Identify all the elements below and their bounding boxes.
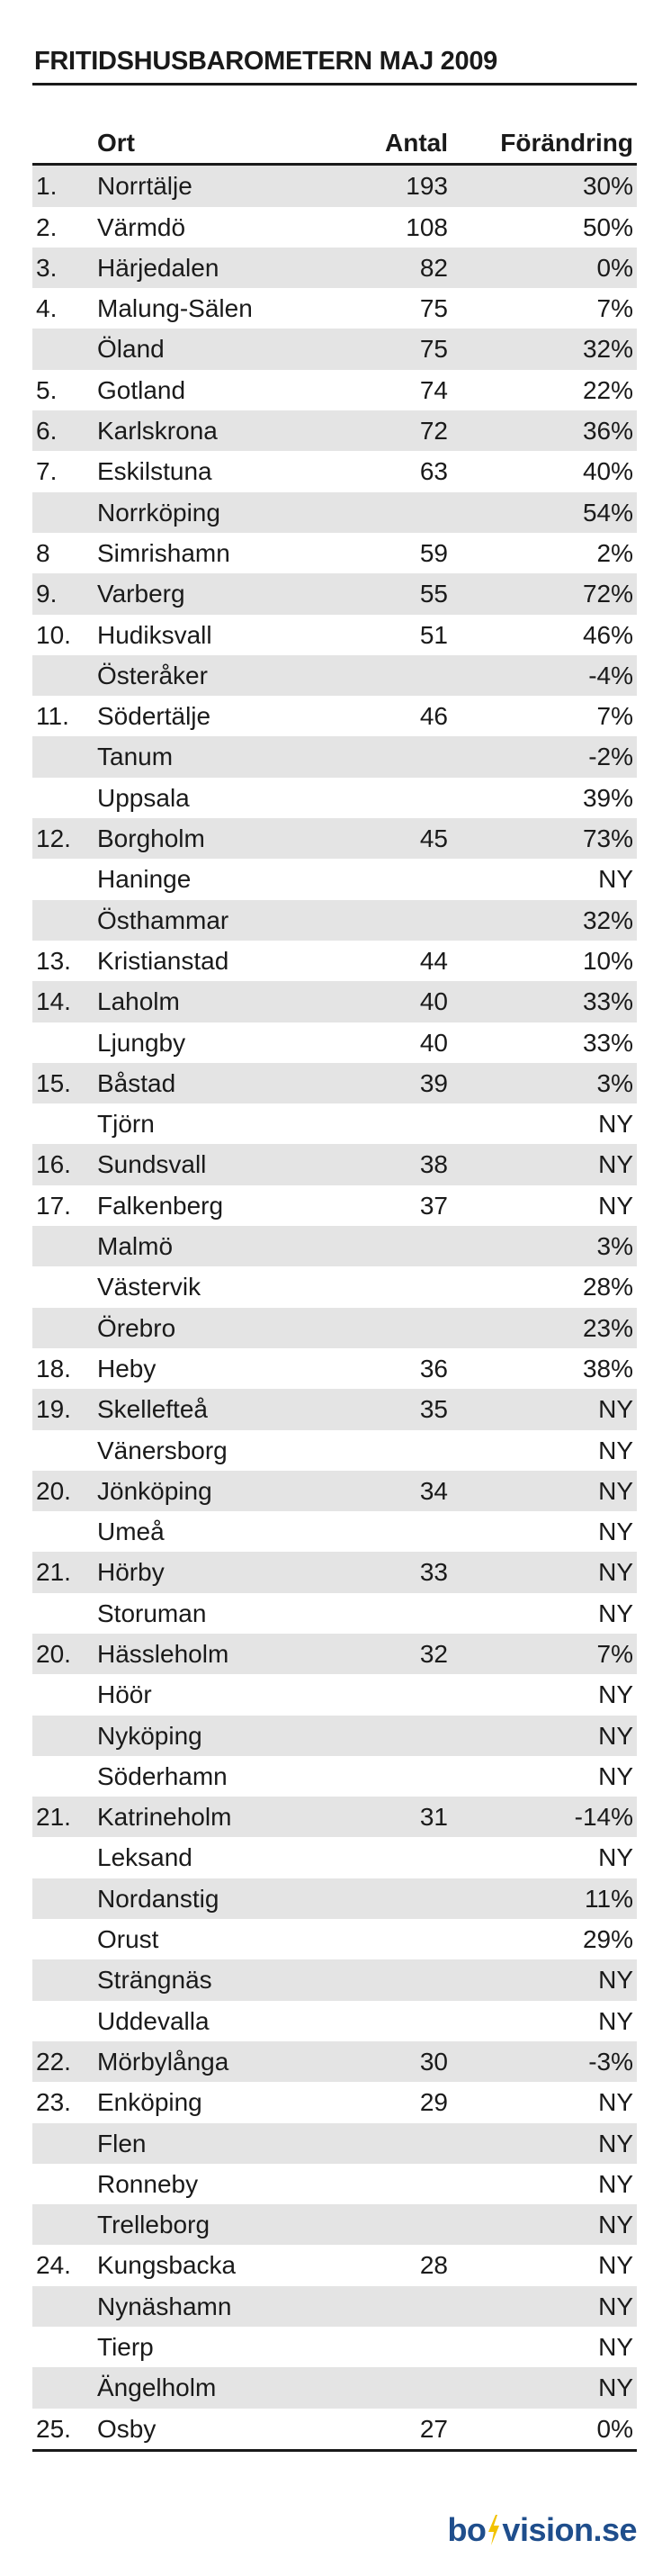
rank-cell: 23. [36,2088,71,2117]
change-cell: 28% [582,1273,633,1302]
change-cell: -4% [588,661,633,689]
table-row [32,1430,637,1471]
lightning-icon [487,2515,501,2545]
antal-cell: 36 [419,1354,448,1383]
table-row [32,981,637,1022]
rank-cell: 2. [36,212,58,241]
table-row [32,1511,637,1552]
change-cell: NY [598,1843,633,1872]
table-row [32,655,637,696]
ort-cell: Ängelholm [97,2373,217,2402]
change-cell: NY [598,1191,633,1220]
ort-cell: Skellefteå [97,1395,208,1424]
ort-cell: Vänersborg [97,1436,228,1464]
change-cell: NY [598,2006,633,2035]
change-cell: 72% [582,580,633,608]
change-cell: NY [598,1761,633,1790]
page-title: FRITIDSHUSBAROMETERN MAJ 2009 [34,47,497,76]
ort-cell: Nyköping [97,1721,202,1750]
ort-cell: Borgholm [97,824,205,853]
table-row [32,1593,637,1634]
antal-cell: 31 [419,1803,448,1832]
change-cell: 73% [582,824,633,853]
change-cell: NY [598,2211,633,2239]
change-cell: NY [598,2169,633,2198]
antal-cell: 34 [419,1476,448,1505]
table-row [32,859,637,899]
change-cell: 22% [582,375,633,404]
table-body [32,166,637,2449]
change-cell: 40% [582,457,633,486]
table-row [32,166,637,206]
antal-cell: 30 [419,2047,448,2076]
ort-cell: Värmdö [97,212,186,241]
table-row [32,1389,637,1429]
antal-cell: 39 [419,1068,448,1097]
ort-cell: Haninge [97,865,192,894]
ort-cell: Simrishamn [97,538,230,567]
ort-cell: Enköping [97,2088,202,2117]
table-row [32,2204,637,2245]
antal-cell: 37 [419,1191,448,1220]
ort-cell: Jönköping [97,1476,212,1505]
table-row [32,2164,637,2204]
ort-cell: Strängnäs [97,1966,212,1995]
change-cell: 33% [582,987,633,1016]
rank-cell: 21. [36,1558,71,1587]
change-cell: 39% [582,783,633,812]
ort-cell: Kristianstad [97,946,229,975]
rank-cell: 17. [36,1191,71,1220]
table-bottom-divider [32,2449,637,2452]
table-row [32,329,637,369]
ort-cell: Gotland [97,375,186,404]
change-cell: NY [598,1395,633,1424]
rank-cell: 10. [36,620,71,649]
rank-cell: 18. [36,1354,71,1383]
table-row [32,492,637,533]
change-cell: 0% [596,253,633,282]
rank-cell: 7. [36,457,58,486]
table-row [32,248,637,288]
table-row [32,900,637,941]
ort-cell: Uppsala [97,783,190,812]
change-cell: 7% [596,702,633,731]
change-cell: -14% [574,1803,633,1832]
ort-cell: Malung-Sälen [97,294,253,323]
change-cell: NY [598,1150,633,1179]
ort-cell: Ljungby [97,1028,186,1057]
ort-cell: Tanum [97,743,174,771]
antal-cell: 40 [419,1028,448,1057]
change-cell: NY [598,865,633,894]
rank-cell: 3. [36,253,58,282]
rank-cell: 4. [36,294,58,323]
table-row [32,1919,637,1959]
ort-cell: Hörby [97,1558,165,1587]
ort-cell: Falkenberg [97,1191,224,1220]
table-row [32,941,637,981]
change-cell: NY [598,1476,633,1505]
change-cell: 30% [582,172,633,201]
column-header-change: Förändring [500,129,633,157]
change-cell: 2% [596,538,633,567]
change-cell: 32% [582,905,633,934]
change-cell: -3% [588,2047,633,2076]
rank-cell: 8 [36,538,50,567]
change-cell: NY [598,1518,633,1546]
antal-cell: 82 [419,253,448,282]
table-row [32,615,637,655]
table-row [32,1634,637,1674]
table-row [32,1348,637,1389]
change-cell: NY [598,2333,633,2362]
table-row [32,2041,637,2082]
change-cell: 11% [585,1884,633,1913]
ort-cell: Eskilstuna [97,457,212,486]
change-cell: 7% [596,294,633,323]
ort-cell: Östhammar [97,905,229,934]
ort-cell: Västervik [97,1273,201,1302]
change-cell: 38% [582,1354,633,1383]
rank-cell: 11. [36,702,69,731]
ort-cell: Laholm [97,987,180,1016]
table-row [32,1797,637,1837]
table-row [32,1063,637,1103]
table-row [32,533,637,573]
ort-cell: Flen [97,2129,147,2157]
change-cell: 46% [582,620,633,649]
table-row [32,1959,637,2000]
rank-cell: 9. [36,580,58,608]
table-row [32,696,637,736]
table-row [32,573,637,614]
antal-cell: 75 [419,335,448,364]
change-cell: 29% [582,1925,633,1954]
table-row [32,2245,637,2285]
change-cell: 36% [582,417,633,446]
ort-cell: Söderhamn [97,1761,228,1790]
table-row [32,2001,637,2041]
logo-text-vision: vision.se [502,2511,637,2548]
table-row [32,2123,637,2164]
change-cell: NY [598,1966,633,1995]
rank-cell: 22. [36,2047,71,2076]
ort-cell: Osby [97,2414,157,2443]
ort-cell: Uddevalla [97,2006,210,2035]
ort-cell: Norrtälje [97,172,192,201]
table-row [32,1022,637,1063]
ort-cell: Orust [97,1925,159,1954]
change-cell: 23% [582,1313,633,1342]
table-row [32,1103,637,1144]
rank-cell: 16. [36,1150,71,1179]
ort-cell: Kungsbacka [97,2251,237,2280]
table-header-row [32,122,637,163]
table-row [32,410,637,451]
table-row [32,1552,637,1592]
change-cell: 3% [596,1232,633,1261]
table-row [32,1716,637,1756]
antal-cell: 27 [419,2414,448,2443]
antal-cell: 108 [406,212,448,241]
title-divider [32,83,637,86]
table-row [32,778,637,818]
change-cell: -2% [588,743,633,771]
table-row [32,451,637,491]
ort-cell: Mörbylånga [97,2047,229,2076]
table-row [32,1144,637,1184]
table-row [32,1837,637,1878]
ort-cell: Österåker [97,661,208,689]
ort-cell: Karlskrona [97,417,218,446]
change-cell: 10% [582,946,633,975]
ranking-table [32,122,637,2452]
table-row [32,1471,637,1511]
change-cell: 0% [596,2414,633,2443]
ort-cell: Sundsvall [97,1150,207,1179]
change-cell: 54% [582,498,633,527]
antal-cell: 38 [419,1150,448,1179]
change-cell: NY [598,2088,633,2117]
antal-cell: 63 [419,457,448,486]
antal-cell: 28 [419,2251,448,2280]
rank-cell: 24. [36,2251,71,2280]
change-cell: 3% [596,1068,633,1097]
ort-cell: Hässleholm [97,1639,229,1668]
antal-cell: 46 [419,702,448,731]
ort-cell: Storuman [97,1599,207,1627]
ort-cell: Malmö [97,1232,174,1261]
ort-cell: Leksand [97,1843,192,1872]
table-row [32,736,637,777]
table-row [32,207,637,248]
antal-cell: 59 [419,538,448,567]
ort-cell: Höör [97,1680,152,1709]
antal-cell: 44 [419,946,448,975]
ort-cell: Umeå [97,1518,165,1546]
change-cell: NY [598,1558,633,1587]
antal-cell: 193 [406,172,448,201]
rank-cell: 21. [36,1803,71,1832]
table-row [32,2367,637,2408]
antal-cell: 72 [419,417,448,446]
table-row [32,2409,637,2449]
ort-cell: Tjörn [97,1110,155,1139]
change-cell: NY [598,1721,633,1750]
ort-cell: Nynäshamn [97,2292,232,2320]
table-row [32,818,637,859]
ort-cell: Norrköping [97,498,220,527]
ort-cell: Katrineholm [97,1803,232,1832]
change-cell: 33% [582,1028,633,1057]
ort-cell: Varberg [97,580,185,608]
rank-cell: 12. [36,824,71,853]
table-row [32,1878,637,1919]
change-cell: 32% [582,335,633,364]
antal-cell: 32 [419,1639,448,1668]
antal-cell: 45 [419,824,448,853]
change-cell: NY [598,2292,633,2320]
column-header-ort: Ort [97,129,135,157]
ort-cell: Hudiksvall [97,620,212,649]
change-cell: NY [598,1110,633,1139]
change-cell: NY [598,1599,633,1627]
table-row [32,1756,637,1797]
rank-cell: 20. [36,1476,71,1505]
antal-cell: 29 [419,2088,448,2117]
ort-cell: Ronneby [97,2169,199,2198]
rank-cell: 20. [36,1639,71,1668]
table-row [32,1266,637,1307]
rank-cell: 19. [36,1395,71,1424]
ort-cell: Örebro [97,1313,176,1342]
table-row [32,1674,637,1715]
rank-cell: 14. [36,987,71,1016]
column-header-antal: Antal [385,129,448,157]
change-cell: 7% [596,1639,633,1668]
change-cell: NY [598,1680,633,1709]
table-row [32,288,637,329]
rank-cell: 15. [36,1068,71,1097]
ort-cell: Härjedalen [97,253,219,282]
antal-cell: 33 [419,1558,448,1587]
antal-cell: 35 [419,1395,448,1424]
antal-cell: 75 [419,294,448,323]
table-row [32,1308,637,1348]
table-row [32,2327,637,2367]
ort-cell: Trelleborg [97,2211,210,2239]
table-row [32,1226,637,1266]
table-row [32,2082,637,2122]
bovision-logo [447,2509,637,2551]
antal-cell: 40 [419,987,448,1016]
ort-cell: Heby [97,1354,157,1383]
rank-cell: 6. [36,417,58,446]
ort-cell: Södertälje [97,702,211,731]
rank-cell: 25. [36,2414,71,2443]
change-cell: NY [598,1436,633,1464]
antal-cell: 55 [419,580,448,608]
rank-cell: 5. [36,375,58,404]
rank-cell: 13. [36,946,71,975]
change-cell: NY [598,2129,633,2157]
table-row [32,2286,637,2327]
change-cell: 50% [582,212,633,241]
rank-cell: 1. [36,172,58,201]
table-row [32,370,637,410]
change-cell: NY [598,2251,633,2280]
ort-cell: Öland [97,335,165,364]
antal-cell: 51 [419,620,448,649]
table-row [32,1185,637,1226]
logo-text-bo: bo [447,2511,487,2548]
ort-cell: Båstad [97,1068,176,1097]
change-cell: NY [598,2373,633,2402]
antal-cell: 74 [419,375,448,404]
ort-cell: Nordanstig [97,1884,219,1913]
ort-cell: Tierp [97,2333,154,2362]
